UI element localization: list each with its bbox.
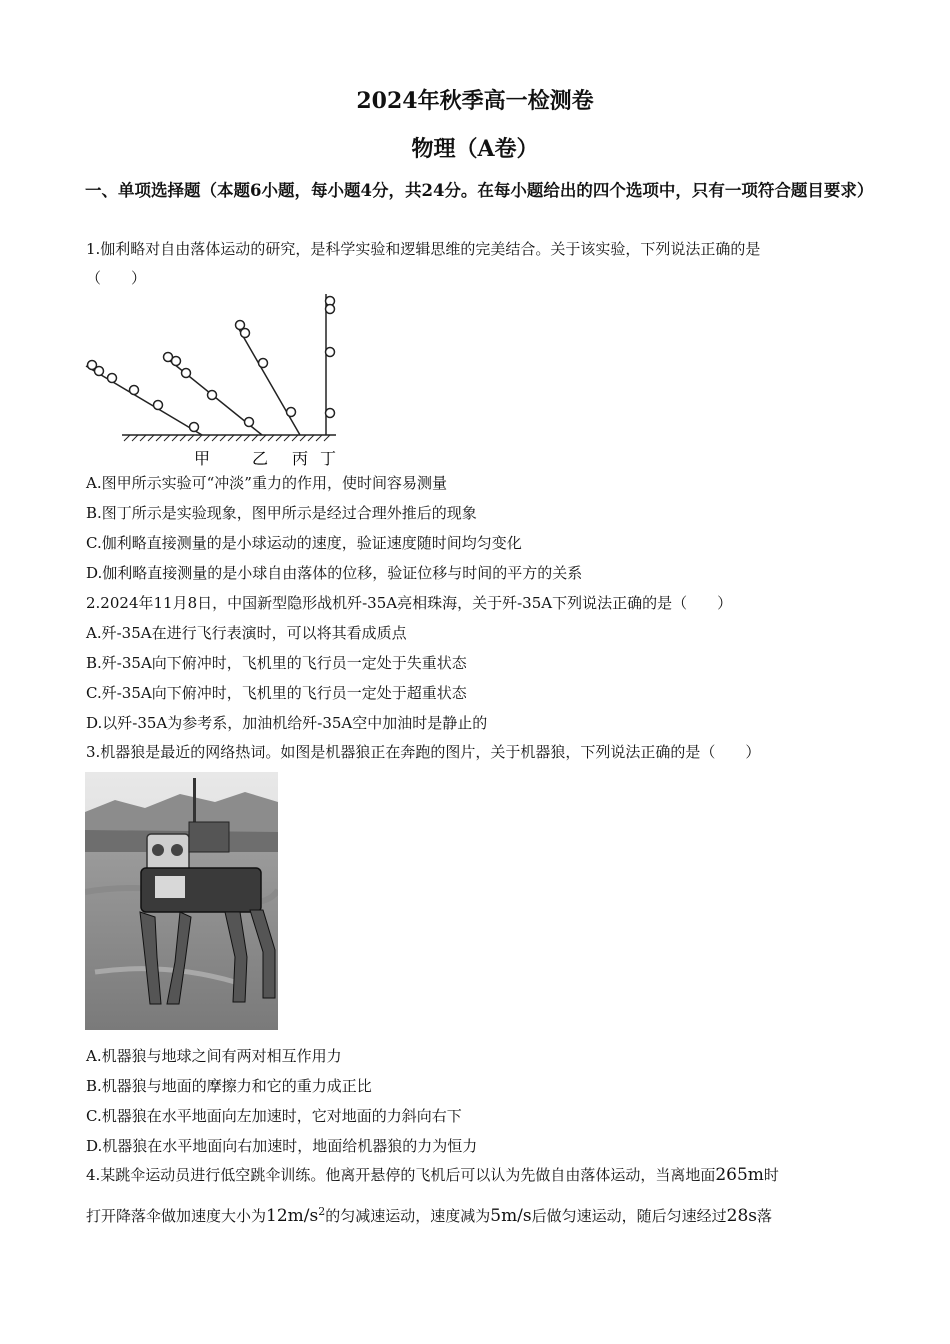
q2-option-d: D.以歼-35A为参考系，加油机给歼-35A空中加油时是静止的: [86, 714, 488, 732]
figure-label-bing: 丙: [291, 449, 309, 468]
q4-stem-line2: [86, 1205, 772, 1226]
section-heading: 一、单项选择题（本题6小题，每小题4分，共24分。在每小题给出的四个选项中，只有一项符合题目要求）: [85, 181, 874, 200]
q4-value-accel: 12m/s: [266, 1206, 319, 1226]
q1-stem: 1.伽利略对自由落体运动的研究，是科学实验和逻辑思维的完美结合。关于该实验，下列说法正确的是: [86, 240, 761, 258]
q3-stem: 3.机器狼是最近的网络热词。如图是机器狼正在奔跑的图片，关于机器狼，下列说法正确的是（ ）: [86, 743, 761, 761]
q2-option-b: B.歼-35A向下俯冲时，飞机里的飞行员一定处于失重状态: [86, 654, 467, 672]
q4-stem-line1: [86, 1164, 779, 1185]
figure-label-jia: 甲: [193, 449, 211, 468]
q4-text: 4.某跳伞运动员进行低空跳伞训练。他离开悬停的飞机后可以认为先做自由落体运动，当离地面: [86, 1166, 716, 1184]
q4-text: 落: [757, 1207, 773, 1225]
figure-label-yi: 乙: [251, 449, 269, 468]
q3-option-c: C.机器狼在水平地面向左加速时，它对地面的力斜向右下: [86, 1107, 462, 1125]
q4-text: 打开降落伞做加速度大小为: [86, 1207, 267, 1225]
q4-value-speed: 5m/s: [490, 1206, 532, 1226]
incline-experiment-figure: [84, 290, 342, 470]
page-subtitle: 物理（A卷）: [411, 136, 539, 162]
page-title: 2024年秋季高一检测卷: [356, 88, 594, 114]
q4-text: 的匀减速运动，速度减为: [325, 1207, 491, 1225]
q4-value-exponent: 2: [318, 1205, 326, 1218]
q1-option-a: A.图甲所示实验可“冲淡”重力的作用，使时间容易测量: [86, 474, 447, 492]
q4-text: 后做匀速运动，随后匀速经过: [531, 1207, 727, 1225]
q4-text: 时: [763, 1166, 779, 1184]
q1-option-c: C.伽利略直接测量的是小球运动的速度，验证速度随时间均匀变化: [86, 534, 522, 552]
q1-option-b: B.图丁所示是实验现象，图甲所示是经过合理外推后的现象: [86, 504, 477, 522]
q2-stem: 2.2024年11月8日，中国新型隐形战机歼-35A亮相珠海，关于歼-35A下列说法正确的是（ ）: [86, 594, 733, 612]
q3-option-a: A.机器狼与地球之间有两对相互作用力: [86, 1047, 342, 1065]
robot-wolf-photo: [85, 772, 278, 1030]
q1-option-d: D.伽利略直接测量的是小球自由落体的位移，验证位移与时间的平方的关系: [86, 564, 583, 582]
figure-label-ding: 丁: [319, 449, 337, 468]
q4-value-height: 265m: [715, 1165, 764, 1185]
q2-option-a: A.歼-35A在进行飞行表演时，可以将其看成质点: [86, 624, 407, 642]
q1-stem-bracket: （ ）: [86, 269, 147, 287]
q2-option-c: C.歼-35A向下俯冲时，飞机里的飞行员一定处于超重状态: [86, 684, 467, 702]
q4-value-time: 28s: [726, 1206, 758, 1226]
q3-option-b: B.机器狼与地面的摩擦力和它的重力成正比: [86, 1077, 372, 1095]
q3-option-d: D.机器狼在水平地面向右加速时，地面给机器狼的力为恒力: [86, 1137, 478, 1155]
